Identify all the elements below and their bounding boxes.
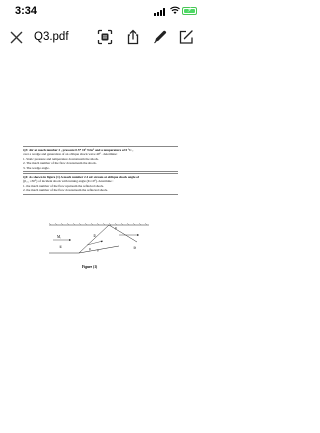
region-1-label: ① [59,245,63,249]
scan-text-icon[interactable] [97,29,113,45]
question-q4-line: (β₁,₂ =30°) of incident shock with turning angle (θ=10°). determine : [23,179,114,184]
status-time: 3:34 [15,5,38,17]
question-q3 [23,146,178,172]
region-3-label: ③ [133,246,137,250]
question-q4-line: 1. the mach number of the flow upstream the reflected shock. [23,183,104,188]
region-2-label: ② [93,234,97,238]
question-q4-line: Q4: As shown in figure (1) A mach number 2.4 air stream at oblique shock angle of [23,175,139,179]
wifi-icon [170,6,180,15]
edit-icon[interactable] [178,29,194,45]
signal-icon [154,8,167,16]
figure-caption: Figure (1) [82,265,98,269]
question-q4-line: 2. the mach number of the flow downstream the reflected shock. [23,188,108,193]
document-toolbar [0,24,200,52]
question-q3-line: over a wedge and generation of an oblique shock wave 40° . determine: [23,152,118,157]
markup-pen-icon[interactable] [152,29,168,45]
label-theta: θ [97,248,99,253]
label-m1: M₁ [57,235,62,239]
status-bar [0,0,200,22]
question-q3-line: 2. The mach number of the flow downstream the shock. [23,161,97,166]
file-title: Q3.pdf [34,31,69,43]
battery-charging-icon: ⚡ [182,7,197,15]
label-beta-2: β [115,226,117,230]
question-q3-line: 1. Static pressure and temperature downstream the shock. [23,156,99,161]
question-q3-line: 3. The wedge angle. [23,165,50,170]
question-q3-line: Q3: Air at mach number 2 , pressure 0.5* 10⁵ N/m² and a temperature of 0 °C , [23,148,134,152]
pdf-page [19,143,181,273]
label-beta-1: β [89,247,91,251]
reflected-shock [109,225,137,242]
question-q4 [23,173,178,195]
shock-reflection-figure [49,223,149,263]
share-icon[interactable] [125,29,141,45]
close-icon[interactable] [10,31,23,44]
